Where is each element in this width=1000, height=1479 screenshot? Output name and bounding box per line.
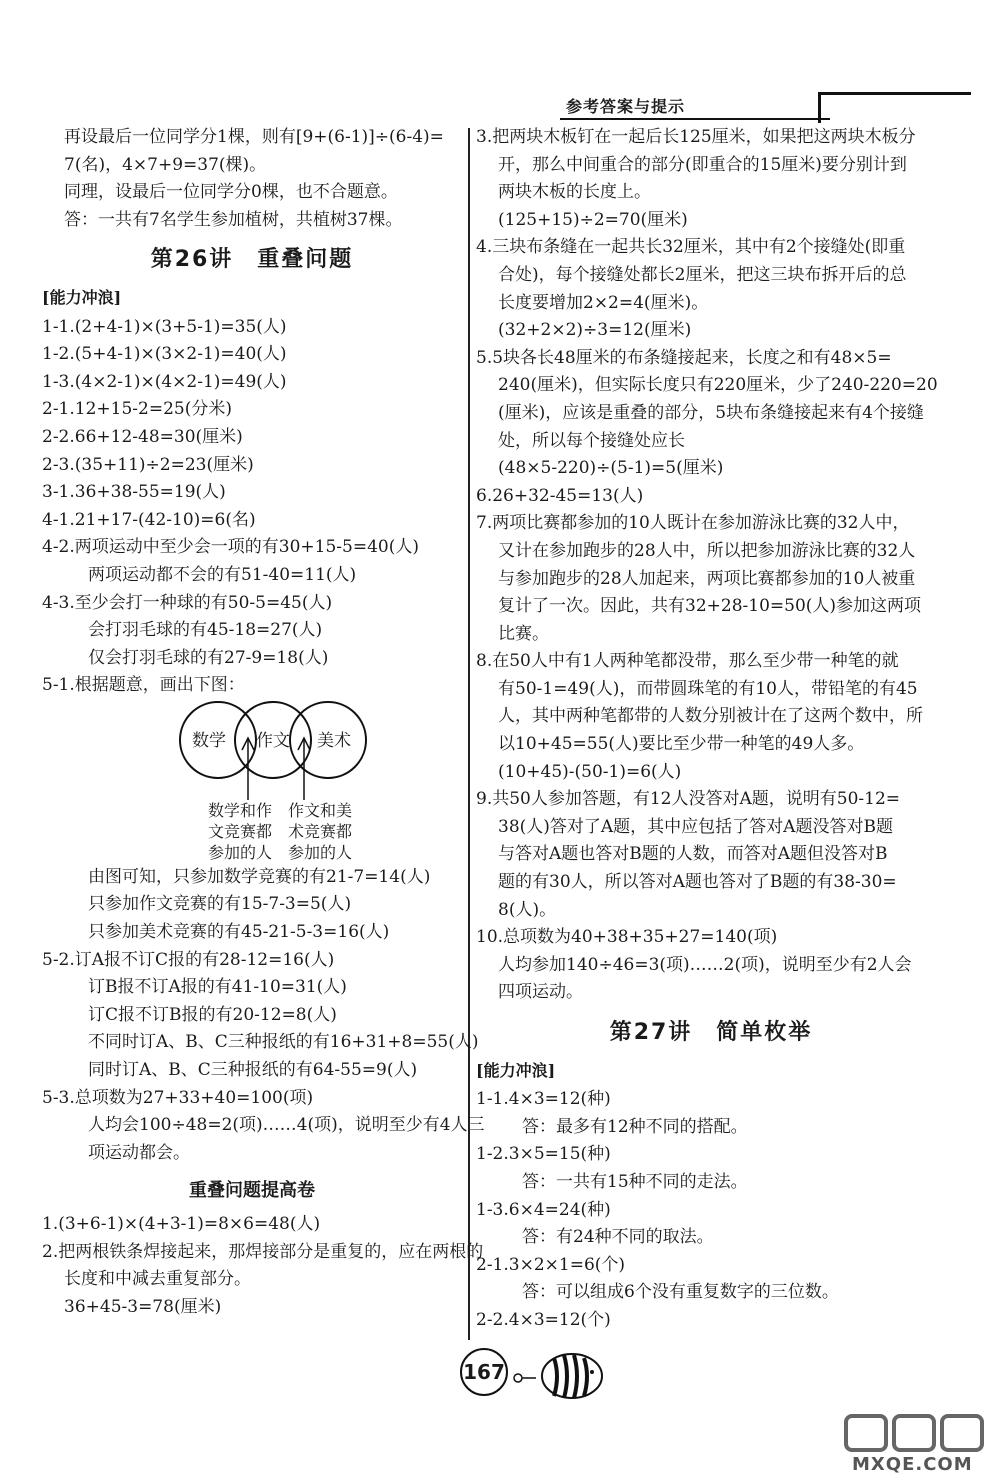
answer-line: 项运动都会。 bbox=[88, 1142, 190, 1163]
watermark bbox=[838, 1412, 998, 1476]
answer-line: 2-1.12+15-2=25(分米) bbox=[42, 399, 232, 420]
fish-mascot-icon bbox=[510, 1346, 630, 1406]
answer-line: 10.总项数为40+38+35+27=140(项) bbox=[476, 927, 778, 948]
answer-line: 会打羽毛球的有45-18=27(人) bbox=[88, 620, 323, 641]
venn-caption-1 bbox=[208, 800, 288, 863]
answer-line: 1-1.4×3=12(种) bbox=[476, 1089, 611, 1110]
answer-line: 2-2.66+12-48=30(厘米) bbox=[42, 426, 243, 447]
caption-line: 文竞赛都 bbox=[208, 821, 273, 841]
answer-line: (48×5-220)÷(5-1)=5(厘米) bbox=[498, 458, 724, 479]
answer-line: 8(人)。 bbox=[498, 899, 557, 920]
watermark-logo-icon bbox=[838, 1412, 998, 1456]
answer-line: 7.两项比赛都参加的10人既计在参加游泳比赛的32人中， bbox=[476, 513, 910, 534]
ability-tag: [能力冲浪] bbox=[476, 1060, 556, 1080]
header-corner-mark bbox=[818, 92, 971, 123]
caption-line: 术竞赛都 bbox=[288, 821, 353, 841]
caption-line: 参加的人 bbox=[288, 842, 353, 862]
answer-line: 38(人)答对了A题，其中应包括了答对A题没答对B题 bbox=[498, 816, 893, 837]
venn-diagram bbox=[42, 700, 462, 864]
caption-line: 参加的人 bbox=[208, 842, 273, 862]
answer-line: 两块木板的长度上。 bbox=[498, 182, 651, 203]
answer-line: 合处)，每个接缝处都长2厘米，把这三块布拆开后的总 bbox=[498, 264, 907, 285]
answer-line: 人均会100÷48=2(项)……4(项)，说明至少有4人三 bbox=[88, 1115, 485, 1136]
answer-line: 比赛。 bbox=[498, 623, 549, 644]
answer-line: 不同时订A、B、C三种报纸的有16+31+8=55(人) bbox=[88, 1032, 479, 1053]
answer-line: 9.共50人参加答题，有12人没答对A题，说明有50-12= bbox=[476, 789, 901, 810]
answer-line: 4-2.两项运动中至少会一项的有30+15-5=40(人) bbox=[42, 537, 419, 558]
answer-line: 8.在50人中有1人两种笔都没带，那么至少带一种笔的就 bbox=[476, 651, 899, 672]
answer-line: 处，所以每个接缝处应长 bbox=[498, 430, 685, 451]
answer-line: 订C报不订B报的有20-12=8(人) bbox=[88, 1004, 337, 1025]
answer-line: 1.(3+6-1)×(4+3-1)=8×6=48(人) bbox=[42, 1214, 321, 1234]
venn-label-writing: 作文 bbox=[256, 730, 290, 751]
answer-line: 1-1.(2+4-1)×(3+5-1)=35(人) bbox=[42, 316, 287, 337]
column-divider bbox=[468, 128, 470, 1340]
answer-line: (32+2×2)÷3=12(厘米) bbox=[498, 320, 692, 341]
answer-line: 长度和中减去重复部分。 bbox=[64, 1269, 251, 1290]
answer-line: 四项运动。 bbox=[498, 982, 583, 1003]
answer-line: 1-2.(5+4-1)×(3×2-1)=40(人) bbox=[42, 344, 287, 365]
answer-line: 2-1.3×2×1=6(个) bbox=[476, 1254, 626, 1275]
venn-label-math: 数学 bbox=[192, 730, 226, 751]
answer-line: 题的有30人，所以答对A题也答对了B题的有38-30= bbox=[498, 872, 897, 893]
right-column bbox=[476, 124, 946, 1335]
answer-line: 人均参加140÷46=3(项)……2(项)，说明至少有2人会 bbox=[498, 954, 912, 975]
text-line: 7(名)，4×7+9=37(棵)。 bbox=[64, 154, 267, 175]
answer-line: 答：一共有15种不同的走法。 bbox=[522, 1171, 748, 1192]
answer-line: 1-3.6×4=24(种) bbox=[476, 1199, 611, 1220]
answer-line: 5-1.根据题意，画出下图： bbox=[42, 675, 245, 696]
answer-line: 5-2.订A报不订C报的有28-12=16(人) bbox=[42, 949, 335, 970]
header-title: 参考答案与提示 bbox=[566, 97, 686, 116]
page-header bbox=[560, 92, 1000, 122]
answer-line: 复计了一次。因此，共有32+28-10=50(人)参加这两项 bbox=[498, 596, 922, 617]
answer-line: 3-1.36+38-55=19(人) bbox=[42, 482, 226, 503]
answer-line: 2.把两根铁条焊接起来，那焊接部分是重复的，应在两根的 bbox=[42, 1241, 484, 1262]
subsection-title: 重叠问题提高卷 bbox=[189, 1180, 315, 1202]
answer-line: 1-3.(4×2-1)×(4×2-1)=49(人) bbox=[42, 371, 287, 392]
answer-line: 5.5块各长48厘米的布条缝接起来，长度之和有48×5= bbox=[476, 347, 892, 368]
answer-line: (125+15)÷2=70(厘米) bbox=[498, 209, 688, 230]
caption-line: 数学和作 bbox=[208, 800, 273, 820]
answer-line: 240(厘米)，但实际长度只有220厘米，少了240-220=20 bbox=[498, 375, 938, 396]
answer-line: 与参加跑步的28人加起来，两项比赛都参加的10人被重 bbox=[498, 568, 916, 589]
answer-line: 开，那么中间重合的部分(即重合的15厘米)要分别计到 bbox=[498, 154, 907, 175]
answer-line: 长度要增加2×2=4(厘米)。 bbox=[498, 292, 709, 313]
answer-line: 3.把两块木板钉在一起后长125厘米，如果把这两块木板分 bbox=[476, 127, 916, 147]
answer-line: (10+45)-(50-1)=6(人) bbox=[498, 761, 682, 782]
answer-line: 只参加作文竞赛的有15-7-3=5(人) bbox=[88, 894, 352, 915]
answer-line: 由图可知，只参加数学竞赛的有21-7=14(人) bbox=[88, 866, 431, 887]
answer-line: 与答对A题也答对B题的人数，而答对A题但没答对B bbox=[498, 844, 888, 865]
answer-line: 答：最多有12种不同的搭配。 bbox=[522, 1116, 748, 1137]
answer-line: 有50-1=49(人)，而带圆珠笔的有10人，带铅笔的有45 bbox=[498, 678, 918, 699]
section-title-27: 第27讲 简单枚举 bbox=[609, 1020, 813, 1045]
answer-line: 5-3.总项数为27+33+40=100(项) bbox=[42, 1087, 314, 1108]
watermark-text: MXQE.COM bbox=[852, 1454, 973, 1475]
answer-line: 6.26+32-45=13(人) bbox=[476, 485, 644, 506]
answer-line: 4-1.21+17-(42-10)=6(名) bbox=[42, 509, 256, 530]
answer-line: 同时订A、B、C三种报纸的有64-55=9(人) bbox=[88, 1060, 418, 1081]
answer-line: 4.三块布条缝在一起共长32厘米，其中有2个接缝处(即重 bbox=[476, 237, 906, 258]
answer-line: 订B报不订A报的有41-10=31(人) bbox=[88, 977, 347, 998]
left-column bbox=[42, 124, 485, 1321]
answer-line: 人，其中两种笔都带的人数分别被计在了这两个数中，所 bbox=[498, 706, 923, 727]
answer-line: 4-3.至少会打一种球的有50-5=45(人) bbox=[42, 592, 333, 613]
answer-line: 2-2.4×3=12(个) bbox=[476, 1309, 611, 1330]
page-footer bbox=[460, 1346, 660, 1406]
caption-line: 作文和美 bbox=[288, 800, 353, 820]
answer-line: 答：可以组成6个没有重复数字的三位数。 bbox=[522, 1282, 839, 1303]
header-rule bbox=[560, 118, 830, 120]
answer-line: 仅会打羽毛球的有27-9=18(人) bbox=[88, 647, 329, 668]
text-line: 答：一共有7名学生参加植树，共植树37棵。 bbox=[64, 209, 403, 230]
answer-line: 答：有24种不同的取法。 bbox=[522, 1227, 714, 1248]
answer-line: 只参加美术竞赛的有45-21-5-3=16(人) bbox=[88, 922, 390, 943]
text-line: 同理，设最后一位同学分0棵，也不合题意。 bbox=[64, 182, 398, 203]
answer-line: (厘米)，应该是重叠的部分，5块布条缝接起来有4个接缝 bbox=[498, 402, 924, 423]
ability-tag: [能力冲浪] bbox=[42, 287, 122, 307]
answer-line: 36+45-3=78(厘米) bbox=[64, 1296, 222, 1317]
page-number: 167 bbox=[460, 1348, 508, 1396]
answer-line: 2-3.(35+11)÷2=23(厘米) bbox=[42, 454, 254, 475]
venn-caption-2 bbox=[288, 800, 368, 863]
answer-line: 又计在参加跑步的28人中，所以把参加游泳比赛的32人 bbox=[498, 540, 916, 561]
text-line: 再设最后一位同学分1棵，则有[9+(6-1)]÷(6-4)= bbox=[64, 127, 444, 147]
answer-line: 1-2.3×5=15(种) bbox=[476, 1144, 611, 1165]
section-title-26: 第26讲 重叠问题 bbox=[150, 247, 354, 273]
venn-label-art: 美术 bbox=[317, 730, 351, 751]
answer-line: 两项运动都不会的有51-40=11(人) bbox=[88, 564, 357, 585]
answer-line: 以10+45=55(人)要比至少带一种笔的49人多。 bbox=[498, 734, 865, 755]
